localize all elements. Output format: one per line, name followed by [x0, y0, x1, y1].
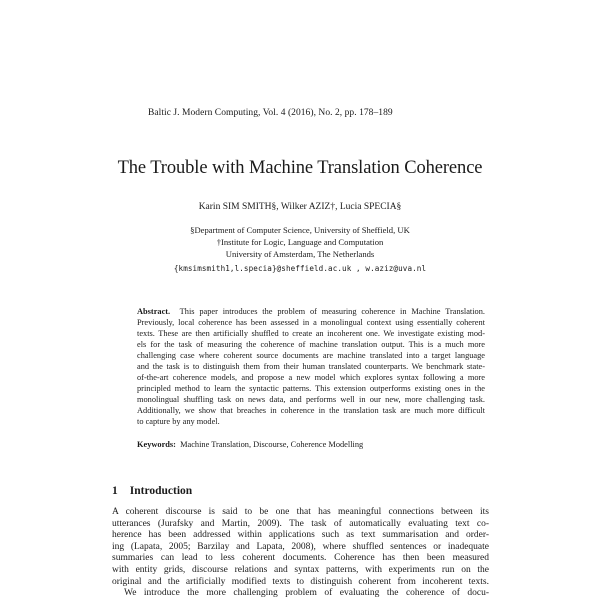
abstract-block — [137, 306, 485, 428]
keywords-label: Keywords: — [137, 440, 176, 449]
body-line: utterances (Jurafsky and Martin, 2009). The task of automatically evaluating text co- — [112, 518, 489, 529]
abstract-line: principled method to learn the syntactic patterns. This extension outperforms existing ones in the — [137, 384, 485, 394]
journal-reference: Baltic J. Modern Computing, Vol. 4 (2016), No. 2, pp. 178–189 — [148, 108, 393, 118]
abstract-line: els for the task of measuring the coherence of machine translation output. This is a much more — [137, 340, 485, 350]
affiliation-sheffield: §Department of Computer Science, University of Sheffield, UK — [190, 225, 410, 235]
body-line: original and the artificially modified texts to distinguish coherent from incoherent texts. — [112, 576, 489, 587]
body-line: A coherent discourse is said to be one that has meaningful connections between its — [112, 507, 489, 517]
keywords-text: Machine Translation, Discourse, Coherence Modelling — [180, 440, 364, 449]
section-heading — [112, 485, 192, 497]
abstract-label: Abstract. — [137, 307, 171, 316]
abstract-line: challenging case where coherent source documents are machine translated into a target language — [137, 351, 485, 361]
abstract-line: Additionally, we show that breaches in coherence in the translation task are much more difficult — [137, 406, 485, 416]
affiliation-amsterdam: University of Amsterdam, The Netherlands — [225, 249, 375, 259]
body-line: summaries can lead to less coherent documents. Coherence has then been measured — [112, 553, 489, 564]
section-body — [112, 507, 489, 600]
keywords-line — [137, 440, 363, 449]
abstract-line: Abstract. This paper introduces the problem of measuring coherence in Machine Translation. — [137, 307, 485, 316]
author-emails: {kmsimsmith1,l.specia}@sheffield.ac.uk , w.aziz@uva.nl — [173, 264, 427, 273]
abstract-line: to capture by any model. — [137, 417, 220, 427]
author-list: Karin SIM SMITH§, Wilker AZIZ†, Lucia SPECIA§ — [198, 202, 402, 212]
body-line: herence has been addressed within applications such as text summarisation and order- — [112, 530, 489, 541]
body-line: We introduce the more challenging problem of evaluating the coherence of docu- — [124, 588, 489, 599]
section-title: Introduction — [129, 485, 193, 497]
paper-title: The Trouble with Machine Translation Coherence — [117, 158, 483, 178]
section-number: 1 — [112, 485, 118, 497]
abstract-line: texts. These are then artificially shuffled to create an incoherent one. We investigate existing mod- — [137, 329, 485, 339]
body-line: with entity grids, discourse relations and syntax patterns, with experiments run on the — [112, 564, 489, 575]
body-line: ing (Lapata, 2005; Barzilay and Lapata, 2008), where shuffled sentences or inadequate — [112, 541, 489, 552]
abstract-line: Previously, local coherence has been assessed in a monolingual context using essentially coherent — [137, 318, 485, 328]
abstract-line: monolingual shuffling task on news data, and performs well in our new, more challenging task. — [137, 395, 485, 405]
affiliation-illc: †Institute for Logic, Language and Computation — [216, 237, 384, 247]
abstract-line: and the task is to distinguish them from their human translated counterparts. We benchmark state- — [137, 362, 485, 372]
abstract-line: of-the-art coherence models, and propose a new model which explores syntax following a more — [137, 373, 485, 383]
